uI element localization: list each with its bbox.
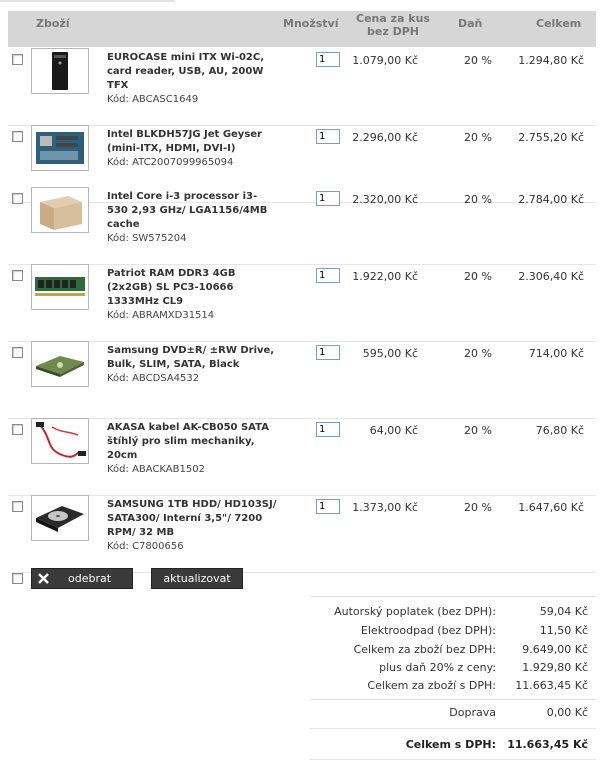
header-unit-price-line2: bez DPH	[367, 25, 419, 38]
cart-row	[8, 341, 596, 419]
summary-label: Celkem za zboží s DPH:	[367, 679, 496, 692]
line-total: 76,80 Kč	[535, 424, 584, 437]
quantity-input[interactable]	[316, 345, 340, 360]
quantity-input[interactable]	[316, 499, 340, 514]
product-name[interactable]: Intel Core i-3 processor i3-530 2,93 GHz/ LGA1156/4MB cache	[107, 191, 268, 230]
cart-row	[8, 187, 596, 265]
header-unit-price-line1: Cena za kus	[356, 12, 430, 25]
grand-total-value: 11.663,45 Kč	[507, 738, 588, 751]
grand-total-label: Celkem s DPH:	[405, 738, 496, 751]
header-quantity: Množství	[283, 17, 339, 30]
product-code: Kód: ABRAMXD31514	[107, 310, 215, 321]
product-name[interactable]: Intel BLKDH57JG Jet Geyser (mini-ITX, HDMI, DVI-I)	[107, 129, 262, 154]
unit-price: 1.373,00 Kč	[352, 501, 418, 514]
tab-strip-edge	[0, 0, 175, 2]
hdd-icon[interactable]	[31, 495, 89, 541]
tax-rate: 20 %	[464, 193, 492, 206]
product-code: Kód: SW575204	[107, 233, 187, 244]
pc-case-icon[interactable]	[31, 48, 89, 94]
unit-price: 64,00 Kč	[369, 424, 418, 437]
summary-divider	[310, 699, 596, 700]
product-code: Kód: ABCASC1649	[107, 94, 199, 105]
header-unit-price	[348, 12, 438, 38]
header-total: Celkem	[536, 17, 582, 30]
quantity-input[interactable]	[316, 52, 340, 67]
select-checkbox[interactable]	[12, 270, 23, 281]
summary-label: Autorský poplatek (bez DPH):	[334, 605, 496, 618]
select-checkbox[interactable]	[12, 501, 23, 512]
dvd-drive-icon[interactable]	[31, 341, 89, 387]
product-name[interactable]: EUROCASE mini ITX Wi-02C, card reader, USB, AU, 200W TFX	[107, 52, 265, 91]
select-checkbox[interactable]	[12, 193, 23, 204]
select-checkbox[interactable]	[12, 424, 23, 435]
summary-row	[8, 679, 596, 698]
line-total: 1.294,80 Kč	[518, 54, 584, 67]
product-name[interactable]: AKASA kabel AK-CB050 SATA štíhlý pro slim mechaniky, 20cm	[107, 422, 269, 461]
summary-value: 1.929,80 Kč	[522, 661, 588, 674]
cart-row	[8, 264, 596, 342]
summary-divider	[310, 759, 596, 760]
summary-row	[8, 624, 596, 643]
product-code: Kód: ATC2007099965094	[107, 157, 234, 168]
cart-row	[8, 418, 596, 496]
tax-rate: 20 %	[464, 347, 492, 360]
line-total: 714,00 Kč	[528, 347, 584, 360]
line-total: 2.755,20 Kč	[518, 131, 584, 144]
close-icon	[38, 573, 49, 584]
summary-label: Celkem za zboží bez DPH:	[353, 643, 496, 656]
product-name[interactable]: Patriot RAM DDR3 4GB (2x2GB) SL PC3-10666 1333MHz CL9	[107, 268, 236, 307]
ram-icon[interactable]	[31, 264, 89, 310]
select-checkbox[interactable]	[12, 347, 23, 358]
product-name[interactable]: SAMSUNG 1TB HDD/ HD103SJ/ SATA300/ Interní 3,5"/ 7200 RPM/ 32 MB	[107, 499, 277, 538]
unit-price: 2.320,00 Kč	[352, 193, 418, 206]
tax-rate: 20 %	[464, 131, 492, 144]
product-code: Kód: ABACKAB1502	[107, 464, 205, 475]
summary-divider	[310, 596, 596, 597]
shipping-label: Doprava	[449, 706, 496, 719]
select-checkbox[interactable]	[12, 131, 23, 142]
cart-table-header	[8, 11, 596, 47]
header-tax: Daň	[458, 17, 483, 30]
line-total: 2.306,40 Kč	[518, 270, 584, 283]
summary-row	[8, 643, 596, 662]
summary-label: Elektroodpad (bez DPH):	[360, 624, 496, 637]
tax-rate: 20 %	[464, 270, 492, 283]
remove-button[interactable]	[31, 568, 133, 589]
line-total: 2.784,00 Kč	[518, 193, 584, 206]
product-code: Kód: C7800656	[107, 541, 184, 552]
box-icon[interactable]	[31, 187, 89, 233]
remove-button-label: odebrat	[68, 572, 112, 585]
shipping-row	[8, 706, 596, 725]
summary-divider	[310, 728, 596, 729]
header-product: Zboží	[36, 17, 70, 30]
select-checkbox[interactable]	[12, 54, 23, 65]
unit-price: 1.079,00 Kč	[352, 54, 418, 67]
summary-value: 11,50 Kč	[539, 624, 588, 637]
product-code: Kód: ABCDSA4532	[107, 373, 200, 384]
unit-price: 595,00 Kč	[362, 347, 418, 360]
summary-value: 11.663,45 Kč	[515, 679, 588, 692]
summary-row	[8, 661, 596, 680]
summary-value: 59,04 Kč	[539, 605, 588, 618]
summary-label: plus daň 20% z ceny:	[379, 661, 496, 674]
unit-price: 1.922,00 Kč	[352, 270, 418, 283]
quantity-input[interactable]	[316, 422, 340, 437]
motherboard-icon[interactable]	[31, 125, 89, 171]
quantity-input[interactable]	[316, 268, 340, 283]
quantity-input[interactable]	[316, 191, 340, 206]
grand-total-row	[8, 738, 596, 757]
unit-price: 2.296,00 Kč	[352, 131, 418, 144]
tax-rate: 20 %	[464, 501, 492, 514]
product-name[interactable]: Samsung DVD±R/ ±RW Drive, Bulk, SLIM, SATA, Black	[107, 345, 275, 370]
summary-row	[8, 605, 596, 624]
cart-row	[8, 48, 596, 126]
quantity-input[interactable]	[316, 129, 340, 144]
select-all-checkbox[interactable]	[12, 573, 23, 584]
shipping-value: 0,00 Kč	[546, 706, 588, 719]
update-button[interactable]: aktualizovat	[151, 568, 243, 589]
summary-value: 9.649,00 Kč	[522, 643, 588, 656]
line-total: 1.647,60 Kč	[518, 501, 584, 514]
cart-row	[8, 495, 596, 573]
tax-rate: 20 %	[464, 424, 492, 437]
cable-icon[interactable]	[31, 418, 89, 464]
tax-rate: 20 %	[464, 54, 492, 67]
cart-actions	[8, 567, 596, 591]
